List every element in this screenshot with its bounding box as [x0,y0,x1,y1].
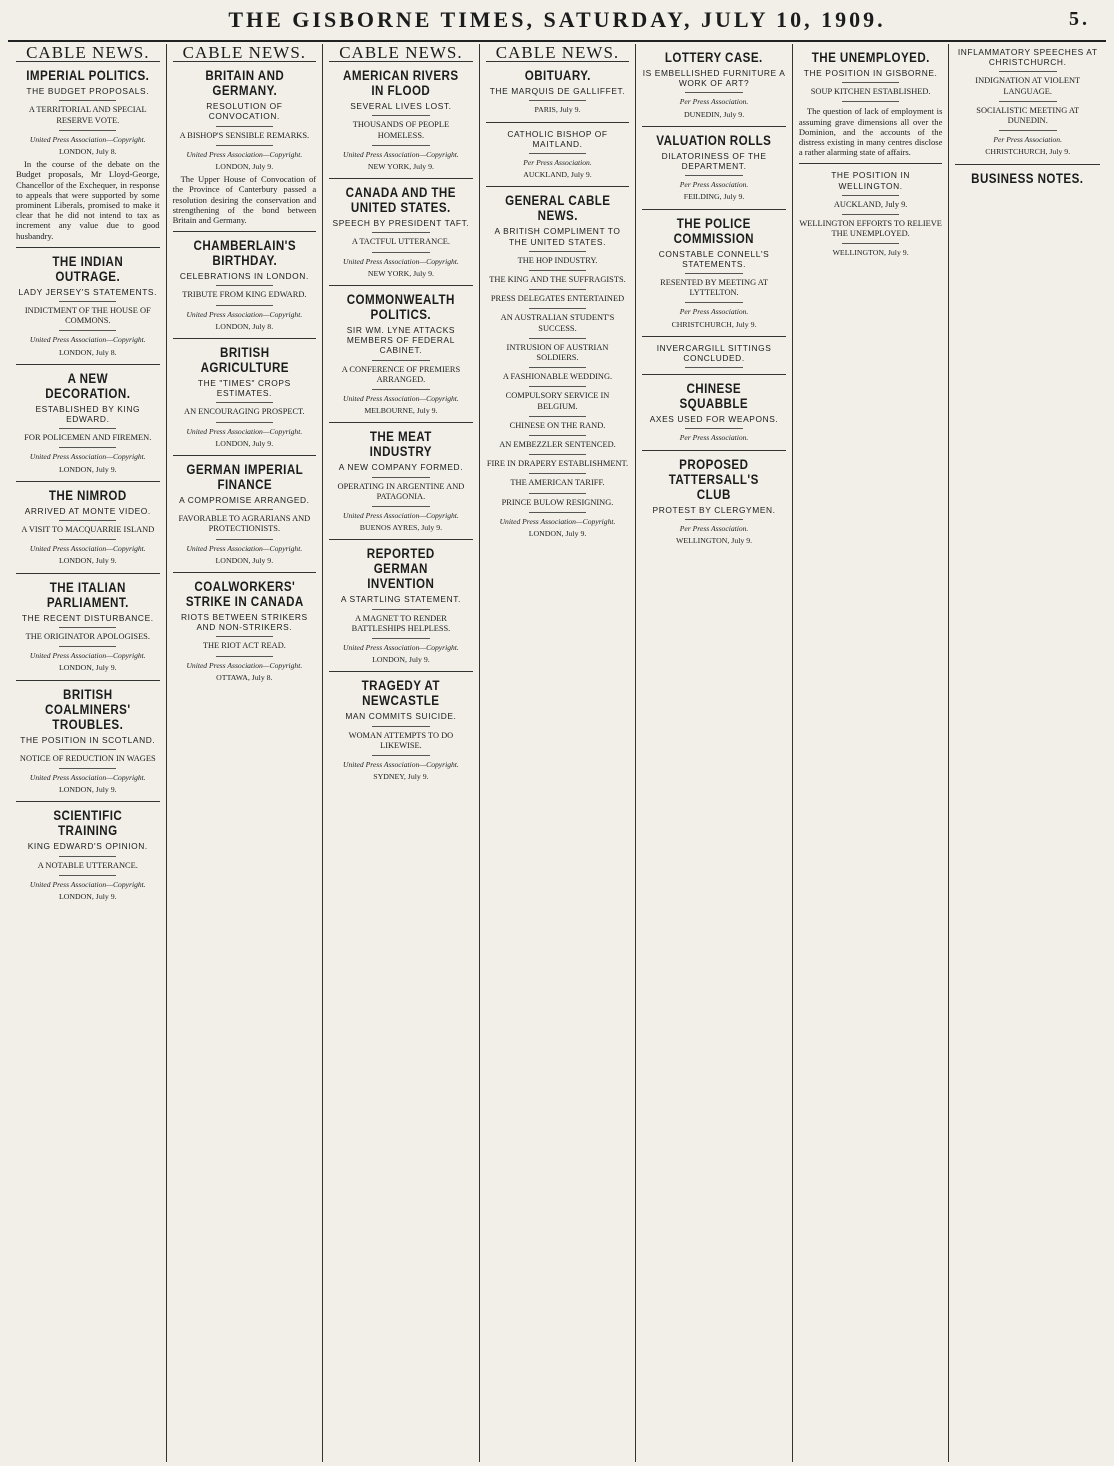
article-dateline: OTTAWA, July 8. [216,672,273,682]
article [329,429,473,533]
article-subhead: WELLINGTON EFFORTS TO RELIEVE THE UNEMPLOYED. [799,219,942,239]
article-dateline: LONDON, July 9. [58,785,117,795]
article-dateline: NEW YORK, July 9. [367,268,434,278]
subhead-rule [59,768,116,769]
article-dateline: WELLINGTON, July 9. [676,536,753,546]
article-subhead: THE BUDGET PROPOSALS. [26,86,150,97]
article-dateline: LONDON, July 9. [372,655,430,665]
article-credit: United Press Association—Copyright. [186,660,303,670]
article-headline: A NEW DECORATION. [45,370,131,401]
subhead-rule [529,493,586,494]
subhead-rule [999,71,1057,72]
subhead-rule [842,214,899,215]
subhead-rule [529,100,586,101]
article-subhead: RESENTED BY MEETING AT LYTTELTON. [660,278,768,298]
article [799,50,943,157]
article-headline: TRAGEDY AT NEWCASTLE [361,678,441,709]
subhead-rule [59,330,116,331]
subhead-rule [59,447,116,448]
subhead-rule [372,252,429,253]
article-headline: LOTTERY CASE. [665,50,763,65]
column-5 [636,44,793,1462]
article-subhead: MAN COMMITS SUICIDE. [345,711,457,722]
article-headline: SCIENTIFIC TRAINING [53,808,123,839]
subhead-rule [529,435,586,436]
article-subhead: PROTEST BY CLERGYMEN. [652,504,776,515]
article [642,457,786,547]
subhead-rule [59,301,116,302]
article-dateline: PARIS, July 9. [534,105,581,115]
subhead-rule [216,656,273,657]
subhead-rule [842,243,899,244]
article-subhead: THE RIOT ACT READ. [202,641,286,651]
subhead-rule [529,308,586,309]
subhead-rule [372,726,429,727]
article-dateline: LONDON, July 8. [58,347,117,357]
article-subhead: DILATORINESS OF THE DEPARTMENT. [661,150,767,172]
article-headline: THE MEAT INDUSTRY [369,429,433,460]
article-divider [642,336,786,337]
article-subhead: PRESS DELEGATES ENTERTAINED [490,294,625,304]
subhead-rule [372,360,429,361]
article [173,68,317,225]
article-divider [329,285,473,286]
article-body: The question of lack of employment is assuming grave dimensions all over the Dominion, and the accounts of the distress existing in many centres disclose a rather alarming state of affairs. [798,106,943,158]
article [329,68,473,172]
article [955,171,1100,186]
article-credit: Per Press Association. [679,307,749,317]
article-headline: THE UNEMPLOYED. [811,50,930,65]
article [16,808,160,902]
article-credit: United Press Association—Copyright. [186,426,303,436]
article-subhead: THE ORIGINATOR APOLOGISES. [25,631,150,641]
subhead-rule [529,473,586,474]
newspaper-columns [10,44,1106,1462]
subhead-rule [842,195,899,196]
subhead-rule [372,389,429,390]
article [173,579,317,683]
article [486,68,630,115]
article-credit: United Press Association—Copyright. [499,516,616,526]
article-dateline: DUNEDIN, July 9. [683,109,745,119]
article-dateline: CHRISTCHURCH, July 9. [985,147,1071,157]
article-subhead: COMPULSORY SERVICE IN BELGIUM. [505,391,610,411]
article [329,546,473,665]
article-subhead: LADY JERSEY'S STATEMENTS. [18,286,158,297]
article-headline: THE POLICE COMMISSION [673,215,755,246]
column-header: CABLE NEWS. [173,44,317,62]
article-subhead: THE POSITION IN WELLINGTON. [831,170,911,191]
article-subhead: THE RECENT DISTURBANCE. [21,612,154,623]
article [329,292,473,416]
article-divider [16,801,160,802]
article-subhead: INDICTMENT OF THE HOUSE OF COMMONS. [24,306,151,326]
article-dateline: LONDON, July 9. [528,529,587,539]
article-subhead: A MAGNET TO RENDER BATTLESHIPS HELPLESS. [351,613,451,633]
article-dateline: SYDNEY, July 9. [373,772,429,782]
article-divider [173,338,317,339]
article-subhead: CELEBRATIONS IN LONDON. [179,271,309,282]
article-divider [329,539,473,540]
column-2 [167,44,324,1462]
subhead-rule [529,270,586,271]
article-subhead: FOR POLICEMEN AND FIREMEN. [24,433,152,443]
subhead-rule [372,232,429,233]
article-subhead: CHINESE ON THE RAND. [509,420,606,430]
article-subhead: A VISIT TO MACQUARRIE ISLAND [21,525,155,535]
subhead-rule [59,856,116,857]
article-subhead: WOMAN ATTEMPTS TO DO LIKEWISE. [348,730,454,750]
subhead-rule [216,402,273,403]
subhead-rule [372,755,429,756]
article-divider [642,450,786,451]
article-headline: CANADA AND THE UNITED STATES. [345,185,457,216]
article-subhead: INDIGNATION AT VIOLENT LANGUAGE. [975,76,1081,96]
masthead-rule [8,40,1106,42]
article-subhead: THE "TIMES" CROPS ESTIMATES. [197,378,291,399]
article-dateline: WELLINGTON, July 9. [832,248,909,258]
article-subhead: ESTABLISHED BY KING EDWARD. [35,403,141,425]
article-dateline: MELBOURNE, July 9. [364,406,438,416]
article-headline: THE NIMROD [48,487,127,503]
subhead-rule [59,539,116,540]
masthead [0,0,1114,40]
subhead-rule [685,519,742,520]
article-subhead: FIRE IN DRAPERY ESTABLISHMENT. [486,459,629,469]
article-subhead: TRIBUTE FROM KING EDWARD. [182,290,307,300]
article-headline: REPORTED GERMAN INVENTION [366,546,435,592]
article-divider [173,455,317,456]
article [642,343,786,368]
article-credit: United Press Association—Copyright. [29,335,146,345]
article [486,193,630,539]
article-dateline: LONDON, July 9. [58,556,117,566]
article-subhead: SEVERAL LIVES LOST. [350,101,452,112]
subhead-rule [59,627,116,628]
article-divider [329,422,473,423]
article-divider [173,231,317,232]
article-subhead: INTRUSION OF AUSTRIAN SOLDIERS. [506,342,609,363]
article [173,238,317,332]
article-subhead: AN ENCOURAGING PROSPECT. [184,407,305,417]
article-headline: GENERAL CABLE NEWS. [504,193,611,224]
subhead-rule [529,153,586,154]
article-subhead: PRINCE BULOW RESIGNING. [501,497,614,507]
article-divider [16,680,160,681]
subhead-rule [842,101,899,102]
article-subhead: OPERATING IN ARGENTINE AND PATAGONIA. [337,481,465,501]
subhead-rule [372,609,429,610]
article [16,687,160,796]
column-header: CABLE NEWS. [329,44,473,62]
article-credit: United Press Association—Copyright. [343,511,459,521]
subhead-rule [529,289,586,290]
article-headline: CHAMBERLAIN'S BIRTHDAY. [193,238,296,269]
article-subhead: NOTICE OF REDUCTION IN WAGES [19,753,156,763]
article-subhead: A BISHOP'S SENSIBLE REMARKS. [179,130,310,140]
article-subhead: THOUSANDS OF PEOPLE HOMELESS. [352,120,450,140]
article [16,488,160,567]
article-subhead: A FASHIONABLE WEDDING. [502,372,613,382]
subhead-rule [59,428,116,429]
article [16,254,160,358]
article [16,68,160,241]
subhead-rule [529,416,586,417]
article-credit: Per Press Association. [679,433,749,443]
article-credit: United Press Association—Copyright. [186,543,303,553]
subhead-rule [529,367,586,368]
article-dateline: NEW YORK, July 9. [367,162,434,172]
article-subhead: THE POSITION IN GISBORNE. [803,68,938,78]
article-divider [642,126,786,127]
subhead-rule [529,338,586,339]
article-subhead: SOUP KITCHEN ESTABLISHED. [810,87,931,97]
article-subhead: A NOTABLE UTTERANCE. [37,860,138,870]
column-1 [10,44,167,1462]
article-subhead: AN EMBEZZLER SENTENCED. [499,440,616,450]
subhead-rule [372,506,429,507]
article-subhead: AN AUSTRALIAN STUDENT'S SUCCESS. [500,313,615,333]
article-headline: IMPERIAL POLITICS. [26,68,150,84]
article-credit: United Press Association—Copyright. [29,772,146,782]
subhead-rule [529,386,586,387]
article [642,133,786,203]
article-dateline: FEILDING, July 9. [683,192,745,202]
article-subhead: SPEECH BY PRESIDENT TAFT. [332,218,470,229]
article-divider [642,209,786,210]
subhead-rule [529,512,586,513]
article [642,216,786,330]
subhead-rule [216,126,273,127]
subhead-rule [59,875,116,876]
column-4 [480,44,637,1462]
article-headline: CHINESE SQUABBLE [679,381,749,412]
article-dateline: LONDON, July 9. [215,162,274,172]
subhead-rule [685,92,742,93]
article-dateline: LONDON, July 8. [58,147,117,157]
article-credit: United Press Association—Copyright. [343,760,459,770]
article-credit: United Press Association—Copyright. [343,149,459,159]
article-subhead: RESOLUTION OF CONVOCATION. [206,101,283,122]
article [173,345,317,449]
article-subhead: AUCKLAND, July 9. [833,199,908,209]
subhead-rule [842,82,899,83]
article-dateline: LONDON, July 9. [215,555,274,565]
column-6 [793,44,950,1462]
article [173,462,317,566]
article-divider [16,247,160,248]
subhead-rule [216,509,273,510]
article-divider [16,481,160,482]
article-subhead: A TERRITORIAL AND SPECIAL RESERVE VOTE. [28,105,147,125]
article-subhead: CATHOLIC BISHOP OF MAITLAND. [507,128,608,149]
subhead-rule [59,749,116,750]
article-headline: OBITUARY. [524,68,591,84]
article-credit: United Press Association—Copyright. [29,452,146,462]
article-body: The Upper House of Convocation of the Province of Canterbury passed a resolution desiring the conservation and strengthening of the bond between Britain and Germany. [172,174,317,226]
article-subhead: A TACTFUL UTTERANCE. [351,237,451,247]
article-headline: COALWORKERS' STRIKE IN CANADA [185,579,304,610]
article-credit: United Press Association—Copyright. [29,134,146,144]
article-subhead: IS EMBELLISHED FURNITURE A WORK OF ART? [642,68,786,89]
subhead-rule [216,636,273,637]
article-subhead: A NEW COMPANY FORMED. [338,462,464,473]
subhead-rule [999,101,1057,102]
article [329,678,473,782]
article-divider [329,178,473,179]
article-credit: Per Press Association. [523,158,592,168]
subhead-rule [999,130,1057,131]
article-dateline: LONDON, July 9. [58,663,117,673]
article-divider [16,364,160,365]
article [955,47,1100,158]
article-subhead: INVERCARGILL SITTINGS CONCLUDED. [656,342,772,364]
column-header: CABLE NEWS. [486,44,630,62]
article-divider [955,164,1100,165]
column-header: CABLE NEWS. [16,44,160,62]
article-subhead: INFLAMMATORY SPEECHES AT CHRISTCHURCH. [957,47,1098,68]
article-dateline: LONDON, July 9. [215,438,274,448]
article-dateline: LONDON, July 9. [58,891,117,901]
article-headline: BUSINESS NOTES. [971,170,1084,186]
article-divider [486,122,630,123]
masthead-title: THE GISBORNE TIMES, SATURDAY, JULY 10, 1909. [228,7,886,32]
article-subhead: ARRIVED AT MONTE VIDEO. [24,505,151,516]
subhead-rule [216,422,273,423]
article [642,50,786,120]
article-body: In the course of the debate on the Budget proposals, Mr Lloyd-George, Chancellor of the Exchequer, in response to appeals that were supported by some prominent Liberals, promised to make it clear that he did not intend to tax as increment any value due to good husbandry. [16,159,160,241]
subhead-rule [685,428,742,429]
subhead-rule [216,305,273,306]
article-subhead: KING EDWARD'S OPINION. [27,841,148,852]
article-credit: United Press Association—Copyright. [186,149,303,159]
subhead-rule [685,367,742,368]
article-headline: GERMAN IMPERIAL FINANCE [185,462,303,493]
subhead-rule [372,145,429,146]
article-dateline: BUENOS AYRES, July 9. [359,523,443,533]
article-subhead: THE KING AND THE SUFFRAGISTS. [489,275,626,285]
subhead-rule [529,251,586,252]
column-3 [323,44,480,1462]
article-divider [329,671,473,672]
subhead-rule [59,646,116,647]
article-subhead: FAVORABLE TO AGRARIANS AND PROTECTIONISTS. [178,514,311,534]
article-credit: Per Press Association. [993,135,1062,145]
article-credit: Per Press Association. [679,523,749,533]
article [486,129,630,181]
article-headline: PROPOSED TATTERSALL'S CLUB [669,456,760,502]
subhead-rule [685,175,742,176]
subhead-rule [372,638,429,639]
article-subhead: A CONFERENCE OF PREMIERS ARRANGED. [341,364,461,384]
subhead-rule [216,145,273,146]
subhead-rule [372,477,429,478]
article-headline: THE ITALIAN PARLIAMENT. [46,579,129,610]
article-dateline: AUCKLAND, July 9. [523,170,592,180]
article-credit: United Press Association—Copyright. [29,544,146,554]
article-divider [173,572,317,573]
article-subhead: RIOTS BETWEEN STRIKERS AND NON-STRIKERS. [180,612,308,633]
article-headline: VALUATION ROLLS [656,132,772,148]
page-number: 5. [1069,8,1090,30]
article-credit: United Press Association—Copyright. [186,309,303,319]
article-dateline: CHRISTCHURCH, July 9. [671,319,757,329]
article-dateline: LONDON, July 9. [58,464,117,474]
article-credit: Per Press Association. [679,97,749,107]
article-credit: United Press Association—Copyright. [29,879,146,889]
article-credit: United Press Association—Copyright. [343,643,459,653]
subhead-rule [372,115,429,116]
article-credit: Per Press Association. [679,180,749,190]
article-headline: AMERICAN RIVERS IN FLOOD [343,68,459,99]
subhead-rule [59,130,116,131]
article-subhead: A COMPROMISE ARRANGED. [179,495,310,506]
article-subhead: CONSTABLE CONNELL'S STATEMENTS. [658,248,770,269]
subhead-rule [685,302,742,303]
subhead-rule [59,100,116,101]
article-subhead: AXES USED FOR WEAPONS. [649,414,779,425]
article-subhead: THE MARQUIS DE GALLIFFET. [489,86,626,97]
article-headline: COMMONWEALTH POLITICS. [346,292,455,323]
subhead-rule [59,520,116,521]
article-subhead: SIR WM. LYNE ATTACKS MEMBERS OF FEDERAL CABINET. [346,325,456,356]
article-subhead: THE POSITION IN SCOTLAND. [20,734,156,745]
article-credit: United Press Association—Copyright. [343,394,459,404]
article-credit: United Press Association—Copyright. [29,651,146,661]
article-subhead: THE HOP INDUSTRY. [517,255,598,265]
article-divider [799,163,943,164]
article [642,381,786,443]
article-headline: BRITISH AGRICULTURE [200,345,289,376]
article-subhead: THE AMERICAN TARIFF. [510,478,605,488]
article [16,580,160,674]
article-credit: United Press Association—Copyright. [343,256,459,266]
column-7 [949,44,1106,1462]
subhead-rule [685,273,742,274]
subhead-rule [216,539,273,540]
article-subhead: SOCIALISTIC MEETING AT DUNEDIN. [976,105,1080,126]
article [329,185,473,279]
article-subhead: A STARTLING STATEMENT. [340,594,461,605]
article [799,170,943,258]
subhead-rule [216,285,273,286]
article [16,371,160,475]
article-headline: BRITAIN AND GERMANY. [204,68,284,99]
article-divider [642,374,786,375]
article-subhead: A BRITISH COMPLIMENT TO THE UNITED STATES. [494,226,621,247]
article-divider [16,573,160,574]
article-headline: THE INDIAN OUTRAGE. [52,253,124,284]
article-dateline: LONDON, July 8. [215,321,274,331]
subhead-rule [529,454,586,455]
article-headline: BRITISH COALMINERS' TROUBLES. [45,686,131,732]
article-divider [486,186,630,187]
